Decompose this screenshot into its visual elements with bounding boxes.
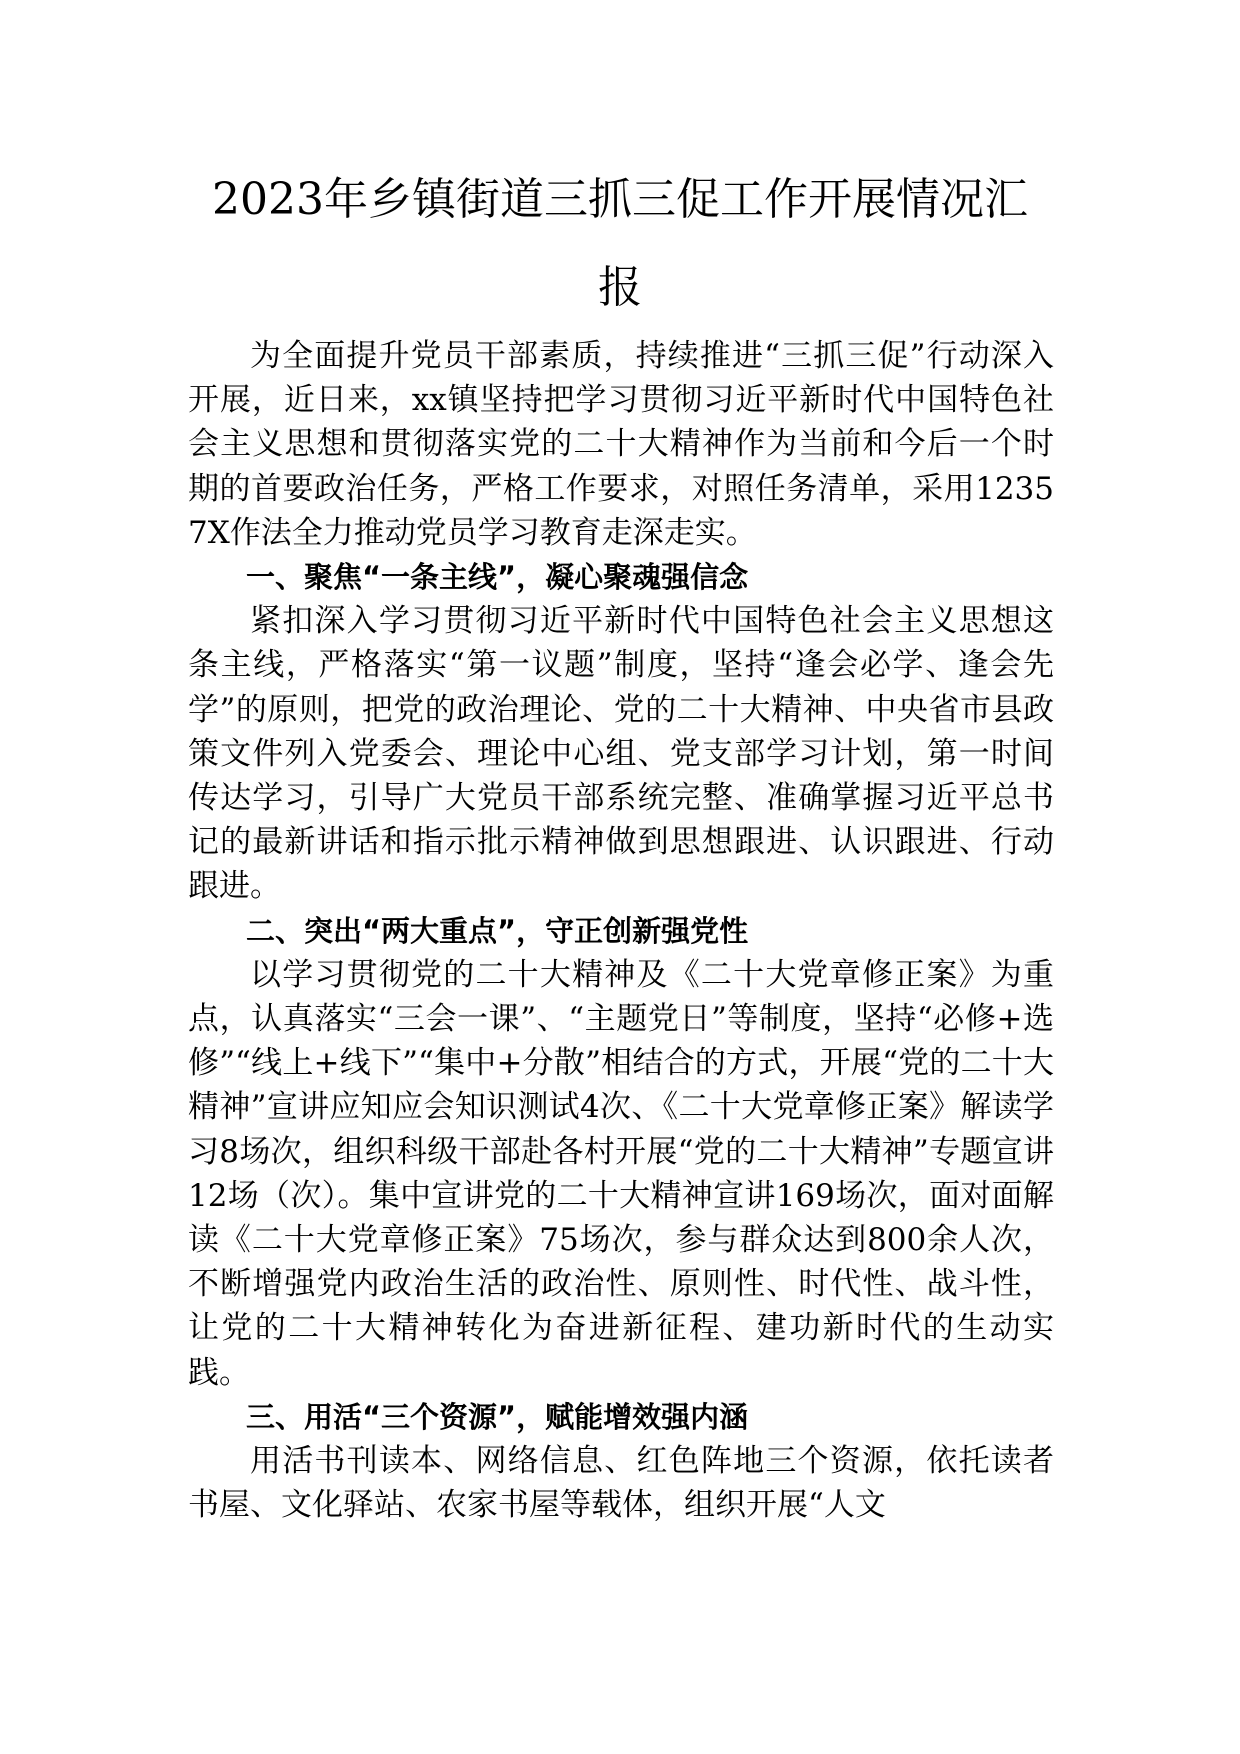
document-title-line-2: 报 bbox=[598, 262, 642, 313]
document-title-line-1: 2023年乡镇街道三抓三促工作开展情况汇 bbox=[212, 174, 1028, 225]
section-3-paragraph: 用活书刊读本、网络信息、红色阵地三个资源，依托读者书屋、文化驿站、农家书屋等载体，组织开展“人文 bbox=[188, 1443, 1054, 1524]
document-body bbox=[188, 334, 1054, 1527]
section-1-paragraph: 紧扣深入学习贯彻习近平新时代中国特色社会主义思想这条主线，严格落实“第一议题”制度，坚持“逢会必学、逢会先学”的原则，把党的政治理论、党的二十大精神、中央省市县政策文件列入党委会、理论中心组、党支部学习计划，第一时间传达学习，引导广大党员干部系统完整、准确掌握习近平总书记的最新讲话和指示批示精神做到思想跟进、认识跟进、行动跟进。 bbox=[188, 603, 1054, 905]
intro-paragraph: 为全面提升党员干部素质，持续推进“三抓三促”行动深入开展，近日来，xx镇坚持把学习贯彻习近平新时代中国特色社会主义思想和贯彻落实党的二十大精神作为当前和今后一个时期的首要政治任务，严格工作要求，对照任务清单，采用12357X作法全力推动党员学习教育走深走实。 bbox=[188, 338, 1054, 551]
section-2-paragraph: 以学习贯彻党的二十大精神及《二十大党章修正案》为重点，认真落实“三会一课”、“主题党日”等制度，坚持“必修+选修”“线上+线下”“集中+分散”相结合的方式，开展“党的二十大精神”宣讲应知应会知识测试4次、《二十大党章修正案》解读学习8场次，组织科级干部赴各村开展“党的二十大精神”专题宣讲12场（次）。集中宣讲党的二十大精神宣讲169场次，面对面解读《二十大党章修正案》75场次，参与群众达到800余人次，不断增强党内政治生活的政治性、原则性、时代性、战斗性，让党的二十大精神转化为奋进新征程、建功新时代的生动实践。 bbox=[188, 956, 1054, 1391]
section-heading-3: 三、用活“三个资源”，赋能增效强内涵 bbox=[246, 1399, 749, 1434]
section-heading-1: 一、聚焦“一条主线”，凝心聚魂强信念 bbox=[246, 560, 749, 595]
section-heading-2: 二、突出“两大重点”，守正创新强党性 bbox=[246, 913, 749, 948]
